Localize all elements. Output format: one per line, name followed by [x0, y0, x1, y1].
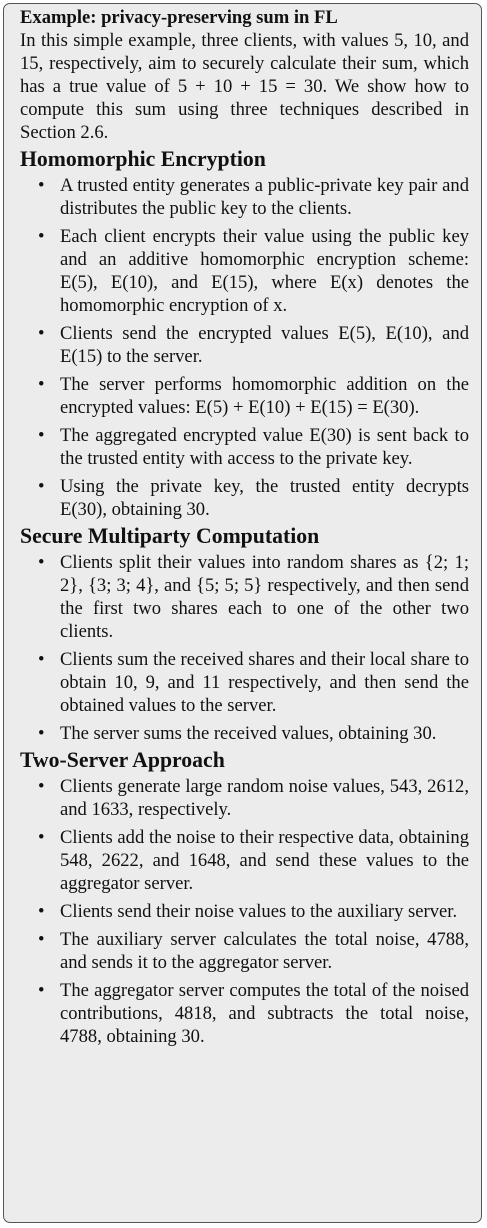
- list-item: [20, 551, 469, 643]
- list-item: [20, 928, 469, 974]
- bullet-icon: •: [38, 323, 45, 344]
- section-heading-homomorphic-encryption: Homomorphic Encryption: [20, 147, 266, 171]
- bullet-icon: •: [38, 827, 45, 848]
- list-item: [20, 322, 469, 368]
- bullet-icon: •: [38, 649, 45, 670]
- list-item-text: Clients split their values into random shares as {2; 1; 2}, {3; 3; 4}, and {5; 5; 5} respectively, and then send the first two shares each to one of the other two clients.: [60, 552, 469, 642]
- list-item: [20, 373, 469, 419]
- list-item: [20, 722, 469, 745]
- homomorphic-encryption-list: [20, 174, 469, 521]
- section-heading-secure-multiparty-computation: Secure Multiparty Computation: [20, 524, 320, 548]
- list-item-text: Clients add the noise to their respective data, obtaining 548, 2622, and 1648, and send these values to the aggregator server.: [60, 827, 469, 894]
- intro-paragraph: In this simple example, three clients, with values 5, 10, and 15, respectively, aim to securely calculate their sum, which has a true value of 5 + 10 + 15 = 30. We show how to compute this sum using three techniques described in Section 2.6.: [20, 30, 469, 143]
- section-heading-two-server-approach: Two-Server Approach: [20, 748, 225, 772]
- bullet-icon: •: [38, 776, 45, 797]
- bullet-icon: •: [38, 175, 45, 196]
- bullet-icon: •: [38, 425, 45, 446]
- list-item-text: Clients sum the received shares and their local share to obtain 10, 9, and 11 respectively, and then send the obtained values to the server.: [60, 649, 469, 716]
- list-item-text: The auxiliary server calculates the total noise, 4788, and sends it to the aggregator server.: [60, 929, 469, 973]
- list-item: [20, 475, 469, 521]
- list-item: [20, 424, 469, 470]
- list-item-text: The aggregator server computes the total of the noised contributions, 4818, and subtracts the total noise, 4788, obtaining 30.: [60, 980, 469, 1047]
- list-item: [20, 826, 469, 895]
- list-item-text: Clients send the encrypted values E(5), E(10), and E(15) to the server.: [60, 323, 469, 367]
- bullet-icon: •: [38, 374, 45, 395]
- list-item: [20, 648, 469, 717]
- list-item: [20, 225, 469, 317]
- list-item: [20, 900, 469, 923]
- bullet-icon: •: [38, 552, 45, 573]
- two-server-approach-list: [20, 775, 469, 1048]
- list-item-text: Using the private key, the trusted entity decrypts E(30), obtaining 30.: [60, 476, 469, 520]
- example-box: [3, 3, 482, 1223]
- bullet-icon: •: [38, 226, 45, 247]
- list-item-text: Clients generate large random noise values, 543, 2612, and 1633, respectively.: [60, 776, 469, 820]
- list-item-text: The aggregated encrypted value E(30) is sent back to the trusted entity with access to the private key.: [60, 425, 469, 469]
- bullet-icon: •: [38, 929, 45, 950]
- list-item: [20, 979, 469, 1048]
- list-item-text: The server sums the received values, obtaining 30.: [60, 723, 437, 744]
- list-item: [20, 775, 469, 821]
- list-item: [20, 174, 469, 220]
- list-item-text: A trusted entity generates a public-private key pair and distributes the public key to the clients.: [60, 175, 469, 219]
- box-title: Example: privacy-preserving sum in FL: [20, 7, 338, 28]
- list-item-text: The server performs homomorphic addition on the encrypted values: E(5) + E(10) + E(15) = E(30).: [60, 374, 469, 418]
- bullet-icon: •: [38, 980, 45, 1001]
- list-item-text: Clients send their noise values to the auxiliary server.: [60, 901, 458, 922]
- bullet-icon: •: [38, 901, 45, 922]
- bullet-icon: •: [38, 476, 45, 497]
- list-item-text: Each client encrypts their value using the public key and an additive homomorphic encryption scheme: E(5), E(10), and E(15), where E(x) denotes the homomorphic encryption of x.: [60, 226, 469, 316]
- bullet-icon: •: [38, 723, 45, 744]
- secure-multiparty-computation-list: [20, 551, 469, 745]
